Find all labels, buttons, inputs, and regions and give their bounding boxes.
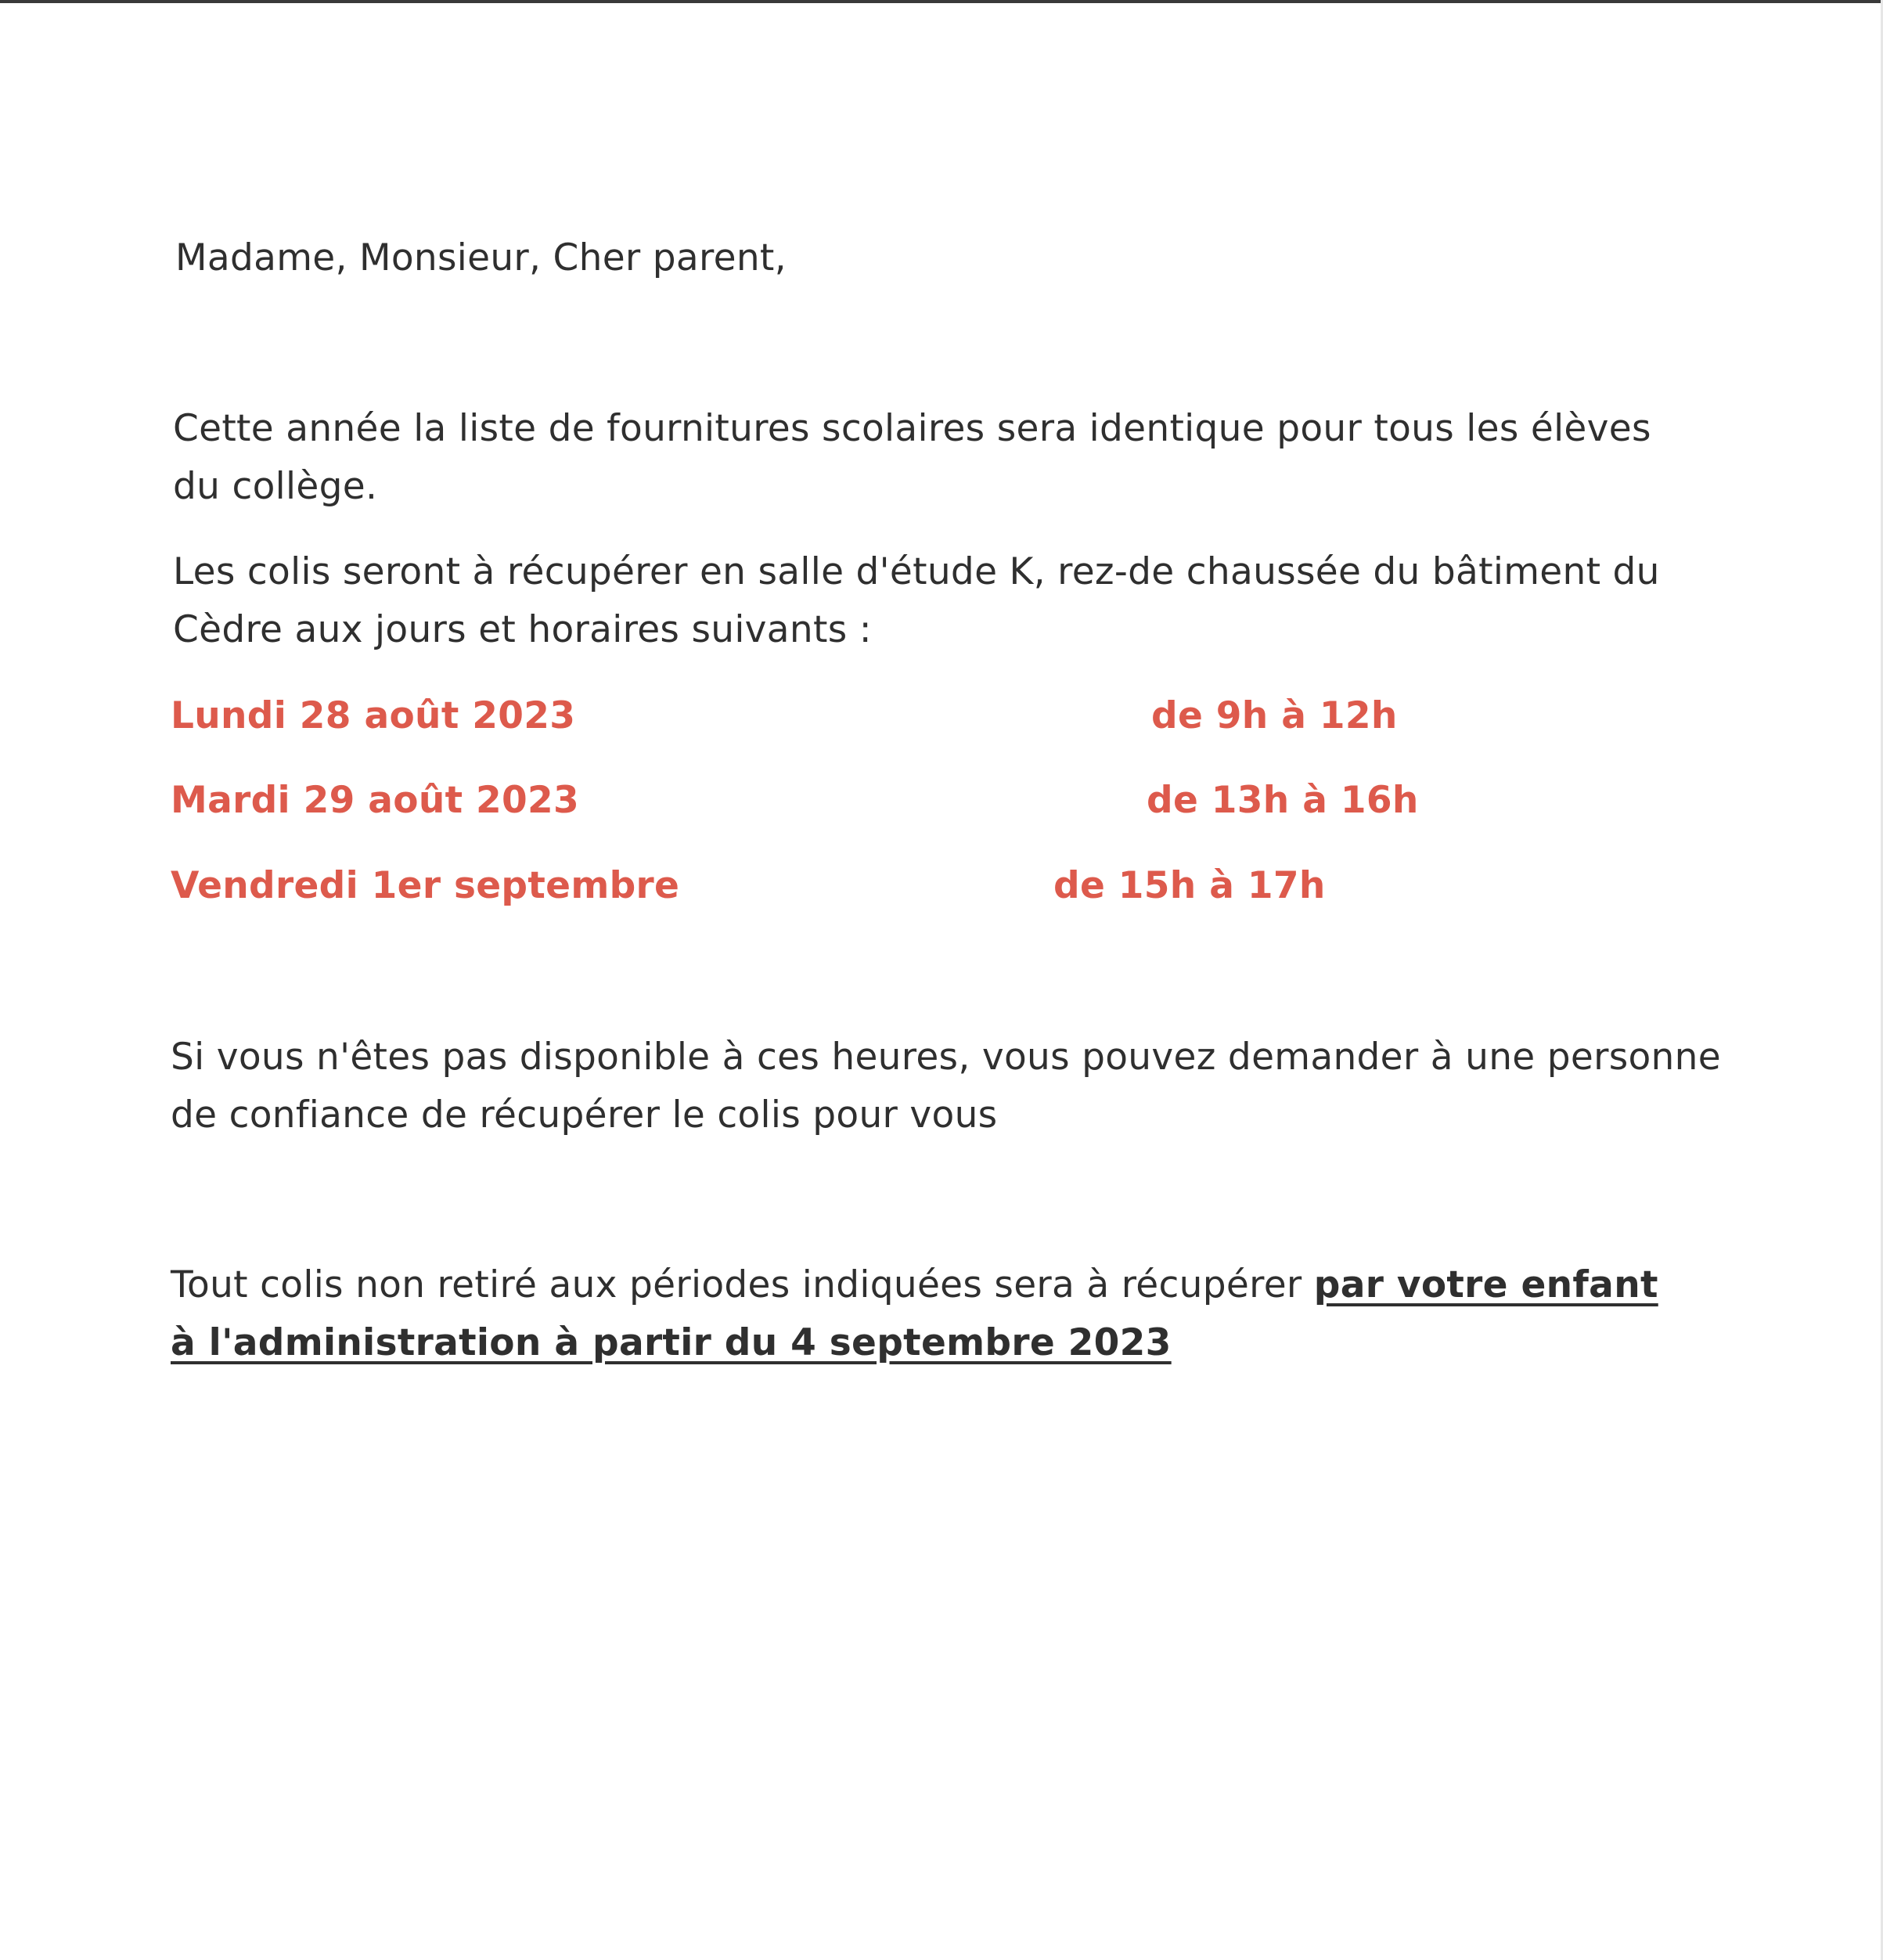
paragraph-3-line-2: de confiance de récupérer le colis pour vous <box>171 1093 998 1137</box>
schedule-hours-2: de 13h à 16h <box>1147 779 1419 822</box>
schedule-day-2: Mardi 29 août 2023 <box>171 779 580 822</box>
schedule-hours-1: de 9h à 12h <box>1151 694 1398 737</box>
schedule-hours-3: de 15h à 17h <box>1053 864 1326 907</box>
schedule-day-1: Lundi 28 août 2023 <box>171 694 576 737</box>
paragraph-3-line-1: Si vous n'êtes pas disponible à ces heures, vous pouvez demander à une personne <box>171 1036 1721 1079</box>
paragraph-4-line-1 <box>171 1263 1658 1306</box>
schedule-day-3: Vendredi 1er septembre <box>171 864 680 907</box>
scan-top-edge <box>0 0 1883 3</box>
paragraph-1-line-2: du collège. <box>173 465 378 508</box>
paragraph-2-line-1: Les colis seront à récupérer en salle d'étude K, rez-de chaussée du bâtiment du <box>173 550 1660 593</box>
paragraph-4-emphasis-2: à l'administration à partir du 4 septembre 2023 <box>171 1321 1172 1364</box>
salutation: Madame, Monsieur, Cher parent, <box>175 236 787 279</box>
paragraph-2-line-2: Cèdre aux jours et horaires suivants : <box>173 608 872 651</box>
paragraph-1-line-1: Cette année la liste de fournitures scolaires sera identique pour tous les élèves <box>173 407 1651 450</box>
paragraph-4-plain-text: Tout colis non retiré aux périodes indiquées sera à récupérer <box>171 1263 1314 1306</box>
paragraph-4-emphasis-1: par votre enfant <box>1313 1263 1658 1306</box>
